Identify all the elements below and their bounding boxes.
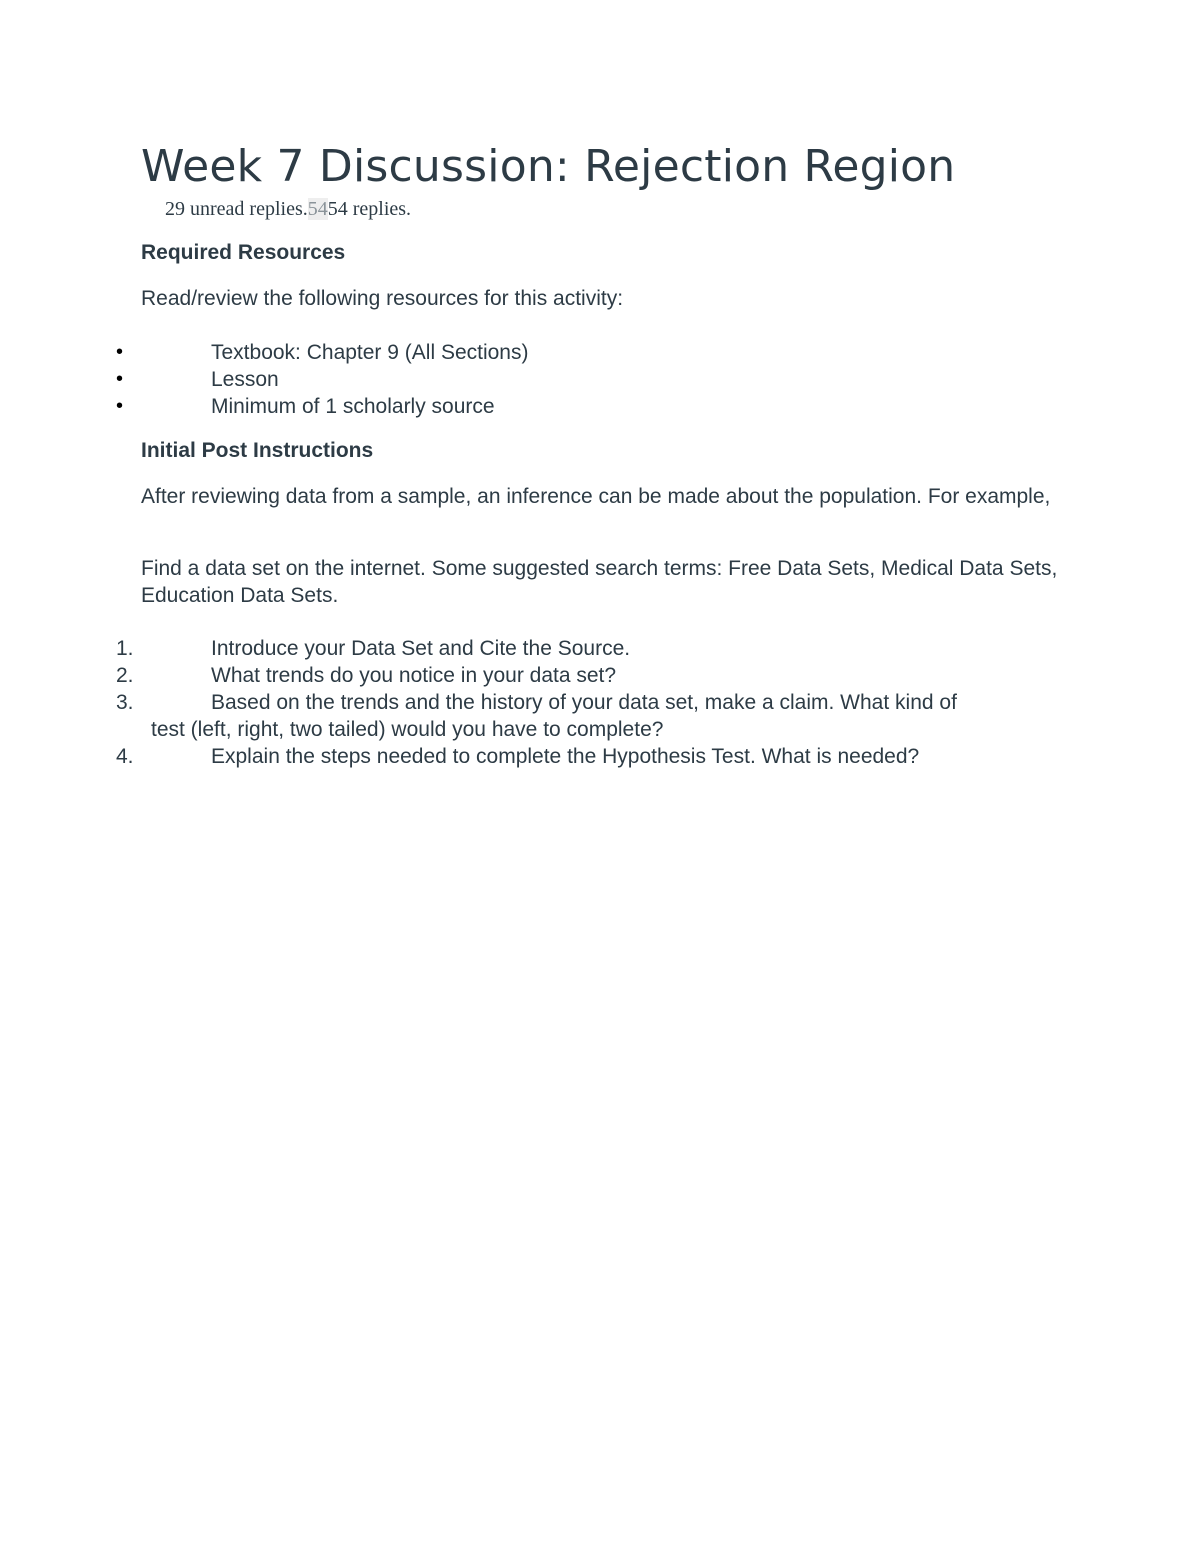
step-number: 3.	[116, 691, 134, 714]
step-number: 2.	[116, 664, 134, 687]
replies-count-badge: 54	[307, 198, 328, 220]
unread-replies-text: 29 unread replies.	[165, 198, 308, 220]
list-item	[0, 366, 1100, 393]
list-item-text: Minimum of 1 scholarly source	[211, 395, 495, 418]
step-text: What trends do you notice in your data set?	[211, 664, 617, 687]
resources-intro: Read/review the following resources for this activity:	[141, 287, 624, 310]
list-item	[0, 635, 1100, 662]
instructions-paragraph-2: Find a data set on the internet. Some suggested search terms: Free Data Sets, Medical Data Sets, Education Data Sets.	[141, 557, 1058, 607]
initial-post-heading: Initial Post Instructions	[141, 439, 374, 462]
steps-list	[0, 635, 1100, 770]
list-item	[0, 743, 1100, 770]
total-replies-text: 54 replies.	[327, 198, 412, 220]
replies-summary	[165, 196, 411, 222]
step-number: 4.	[116, 745, 134, 768]
list-item	[0, 689, 1100, 743]
bullet-marker: •	[116, 341, 124, 363]
list-item	[0, 339, 1100, 366]
step-text-continued: test (left, right, two tailed) would you have to complete?	[151, 718, 664, 741]
page-title: Week 7 Discussion: Rejection Region	[141, 141, 956, 192]
resources-list	[0, 339, 1100, 420]
bullet-marker: •	[116, 395, 124, 417]
required-resources-heading: Required Resources	[141, 241, 346, 264]
list-item	[0, 393, 1100, 420]
step-text: Based on the trends and the history of your data set, make a claim. What kind of	[211, 691, 957, 714]
step-text: Explain the steps needed to complete the Hypothesis Test. What is needed?	[211, 745, 920, 768]
list-item	[0, 662, 1100, 689]
list-item-text: Lesson	[211, 368, 279, 391]
list-item-text: Textbook: Chapter 9 (All Sections)	[211, 341, 529, 364]
step-text: Introduce your Data Set and Cite the Source.	[211, 637, 631, 660]
step-number: 1.	[116, 637, 134, 660]
instructions-paragraph-1: After reviewing data from a sample, an inference can be made about the population. For example,	[141, 485, 1051, 508]
bullet-marker: •	[116, 368, 124, 390]
